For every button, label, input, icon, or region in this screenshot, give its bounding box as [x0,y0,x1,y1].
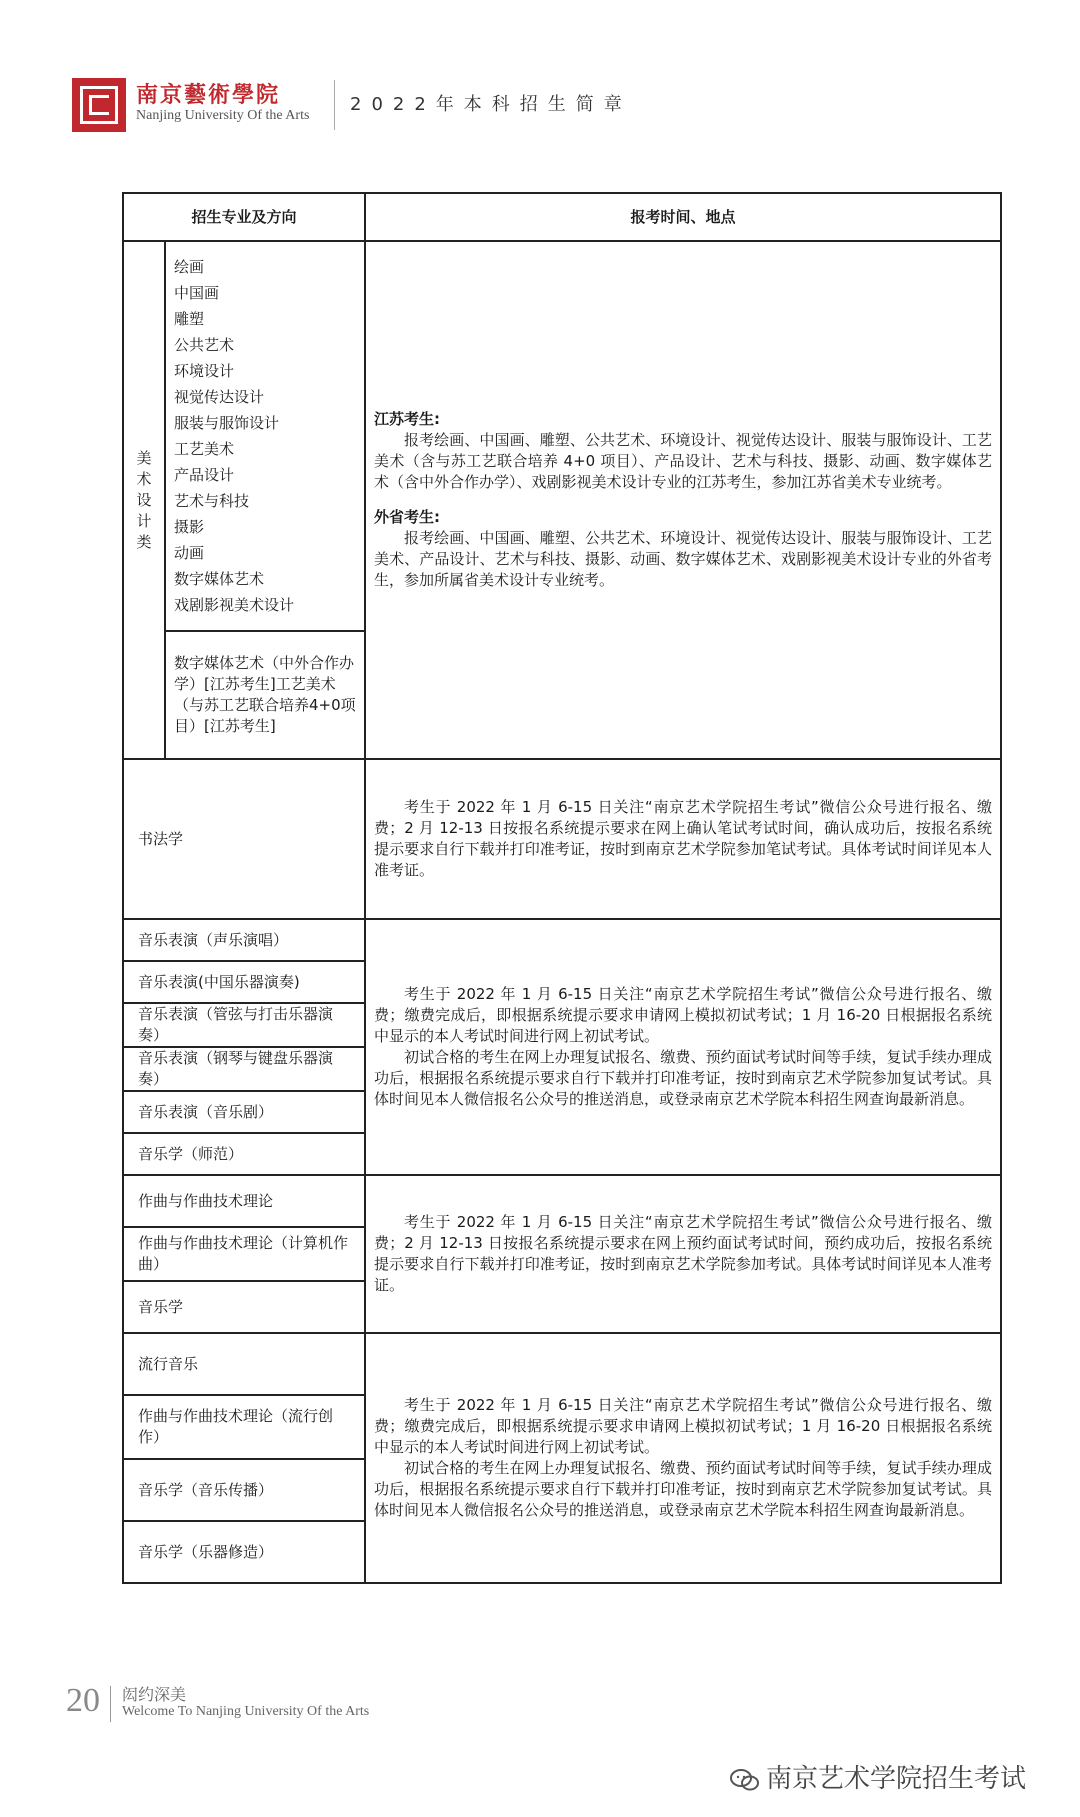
admission-table [122,192,1002,1584]
table-row: 音乐学（师范） [123,1133,365,1175]
jiangsu-title: 江苏考生: [374,410,441,428]
list-item: 雕塑 [174,310,205,328]
document-title: 2022年本科招生简章 [350,94,632,115]
pop-text-1: 考生于 2022 年 1 月 6-15 日关注“南京艺术学院招生考试”微信公众号进行报名、缴费；缴费完成后，即根据系统提示要求申请网上模拟初试考试；1 月 16-20 日根据报名系统中显示的本人考试时间进行网上初试考试。 [374,1396,993,1456]
school-logo-icon [72,78,126,132]
school-name-cn: 南京藝術學院 [136,82,281,108]
category-char: 术 [136,469,152,488]
footer-divider [110,1686,111,1722]
major-calligraphy: 书法学 [123,759,365,919]
page-header [0,0,1080,150]
category-label [124,448,164,553]
out-province-title: 外省考生: [374,508,441,526]
composition-text: 考生于 2022 年 1 月 6-15 日关注“南京艺术学院招生考试”微信公众号进行报名、缴费；2 月 12-13 日按报名系统提示要求在网上预约面试考试时间，预约成功后，按报名系统提示要求自行下载并打印准考证，按时到南京艺术学院参加考试。具体考试时间详见本人准考证。 [374,1213,993,1294]
category-char: 类 [136,532,152,551]
category-char: 计 [136,511,152,530]
table-row: 作曲与作曲技术理论（流行创作） [123,1395,365,1459]
header-divider [334,80,335,130]
pop-text-2: 初试合格的考生在网上办理复试报名、缴费、预约面试考试时间等手续，复试手续办理成功后，根据报名系统提示要求自行下载并打印准考证，按时到南京艺术学院参加复试考试。具体时间见本人微信报名公众号的推送消息，或登录南京艺术学院本科招生网查询最新消息。 [374,1459,993,1519]
list-item: 服装与服饰设计 [174,414,280,432]
col-header-majors: 招生专业及方向 [123,193,365,241]
list-item: 绘画 [174,258,205,276]
wechat-icon [730,1768,760,1792]
out-province-text: 报考绘画、中国画、雕塑、公共艺术、环境设计、视觉传达设计、服装与服饰设计、工艺美术、产品设计、艺术与科技、摄影、动画、数字媒体艺术、戏剧影视美术设计专业的外省考生，参加所属省美术设计专业统考。 [374,529,993,589]
list-item: 摄影 [174,518,205,536]
list-item: 公共艺术 [174,336,235,354]
music-text-1: 考生于 2022 年 1 月 6-15 日关注“南京艺术学院招生考试”微信公众号进行报名、缴费；缴费完成后，即根据系统提示要求申请网上模拟初试考试；1 月 16-20 日根据报名系统中显示的本人考试时间进行网上初试考试。 [374,985,993,1045]
list-item: 戏剧影视美术设计 [174,596,295,614]
art-majors-list [165,241,365,631]
table-row: 音乐表演（声乐演唱） [123,919,365,961]
col-header-schedule: 报考时间、地点 [365,193,1001,241]
footer-slogan-en: Welcome To Nanjing University Of the Arts [122,1704,370,1719]
table-row: 音乐学（乐器修造） [123,1521,365,1583]
school-name-en: Nanjing University Of the Arts [136,108,310,123]
list-item: 动画 [174,544,205,562]
composition-schedule-desc [365,1175,1001,1333]
list-item: 数字媒体艺术 [174,570,265,588]
calligraphy-text: 考生于 2022 年 1 月 6-15 日关注“南京艺术学院招生考试”微信公众号进行报名、缴费；2 月 12-13 日按报名系统提示要求在网上确认笔试考试时间，确认成功后，按报名系统提示要求自行下载并打印准考证，按时到南京艺术学院参加笔试考试。具体考试时间详见本人准考证。 [374,798,993,879]
category-art-design [123,241,165,759]
table-row: 音乐学（音乐传播） [123,1459,365,1521]
category-char: 设 [136,490,152,509]
list-item: 工艺美术 [174,440,235,458]
table-row: 作曲与作曲技术理论 [123,1175,365,1227]
music-text-2: 初试合格的考生在网上办理复试报名、缴费、预约面试考试时间等手续，复试手续办理成功后，根据报名系统提示要求自行下载并打印准考证，按时到南京艺术学院参加复试考试。具体时间见本人微信报名公众号的推送消息，或登录南京艺术学院本科招生网查询最新消息。 [374,1048,993,1108]
table-row: 音乐表演(中国乐器演奏) [123,961,365,1003]
table-row: 流行音乐 [123,1333,365,1395]
list-item: 环境设计 [174,362,235,380]
list-item: 产品设计 [174,466,235,484]
list-item: 艺术与科技 [174,492,250,510]
music-schedule-desc [365,919,1001,1175]
art-schedule-desc [365,241,1001,759]
jiangsu-text: 报考绘画、中国画、雕塑、公共艺术、环境设计、视觉传达设计、服装与服饰设计、工艺美术（含与苏工艺联合培养 4+0 项目）、产品设计、艺术与科技、摄影、动画、数字媒体艺术（含中外合作办学）、戏剧影视美术设计专业的江苏考生，参加江苏省美术专业统考。 [374,431,993,491]
page-number: 20 [66,1682,100,1719]
table-row: 音乐学 [123,1281,365,1333]
table-row: 音乐表演（管弦与打击乐器演奏） [123,1003,365,1047]
table-row: 音乐表演（音乐剧） [123,1091,365,1133]
list-item: 视觉传达设计 [174,388,265,406]
table-row: 作曲与作曲技术理论（计算机作曲） [123,1227,365,1281]
watermark-text: 南京艺术学院招生考试 [766,1764,1027,1794]
wechat-watermark [730,1758,1026,1795]
category-char: 美 [136,448,152,467]
footer-slogan-cn: 闳约深美 [122,1685,187,1704]
table-row: 音乐表演（钢琴与键盘乐器演奏） [123,1047,365,1091]
list-item: 中国画 [174,284,220,302]
calligraphy-schedule-desc [365,759,1001,919]
art-special-programs: 数字媒体艺术（中外合作办学）[江苏考生]工艺美术（与苏工艺联合培养4+0项目）[江苏考生] [165,631,365,759]
pop-music-schedule-desc [365,1333,1001,1583]
